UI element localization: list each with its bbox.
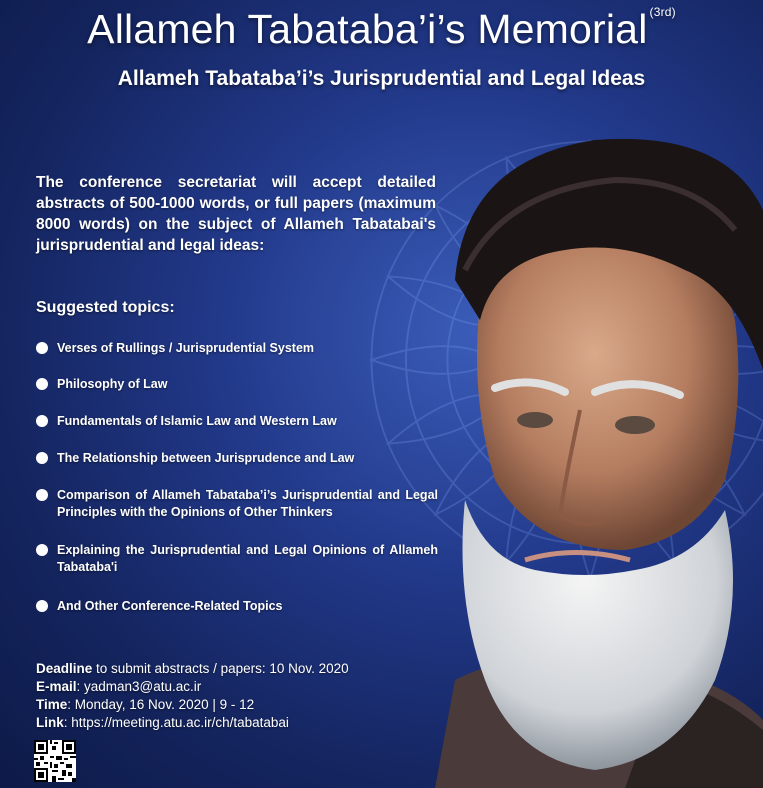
link-value[interactable]: : https://meeting.atu.ac.ir/ch/tabatabai (63, 715, 289, 730)
topic-item (36, 598, 438, 615)
topic-item (36, 340, 438, 357)
qr-code-icon[interactable] (34, 740, 76, 782)
topic-text: Comparison of Allameh Tabataba’i’s Jurisprudential and Legal Principles with the Opinions of Other Thinkers (57, 488, 438, 519)
bullet-icon (36, 489, 48, 501)
email-line (36, 678, 349, 696)
email-label: E-mail (36, 679, 77, 694)
topic-text: Explaining the Jurisprudential and Legal Opinions of Allameh Tabataba'i (57, 543, 438, 574)
topic-text: Fundamentals of Islamic Law and Western Law (57, 414, 337, 428)
topic-item (36, 376, 438, 393)
time-value: : Monday, 16 Nov. 2020 | 9 - 12 (67, 697, 255, 712)
topic-text: Philosophy of Law (57, 377, 168, 391)
topic-item (36, 413, 438, 430)
bullet-icon (36, 378, 48, 390)
topics-heading: Suggested topics: (36, 299, 175, 316)
link-line (36, 714, 349, 732)
scholar-portrait (395, 120, 763, 788)
topic-text: And Other Conference-Related Topics (57, 599, 283, 613)
link-label: Link (36, 715, 64, 730)
topic-item (36, 450, 438, 467)
event-info (36, 660, 349, 732)
deadline-value: to submit abstracts / papers: 10 Nov. 2020 (92, 661, 349, 676)
topic-text: Verses of Rullings / Jurisprudential System (57, 341, 315, 355)
title-text: Allameh Tabataba’i’s Memorial (87, 6, 648, 52)
topic-text: The Relationship between Jurisprudence and Law (57, 451, 355, 465)
bullet-icon (36, 415, 48, 427)
topic-item (36, 487, 438, 521)
deadline-label: Deadline (36, 661, 93, 676)
email-value: : yadman3@atu.ac.ir (76, 679, 202, 694)
bullet-icon (36, 342, 48, 354)
poster-title (0, 6, 763, 53)
bullet-icon (36, 544, 48, 556)
time-label: Time (36, 697, 68, 712)
deadline-line (36, 660, 349, 678)
time-line (36, 696, 349, 714)
bullet-icon (36, 452, 48, 464)
intro-paragraph: The conference secretariat will accept detailed abstracts of 500-1000 words, or full papers (maximum 8000 words) on the subject of Allameh Tabatabai's jurisprudential and legal ideas: (36, 174, 436, 254)
topic-item (36, 542, 438, 576)
edition-ordinal: (3rd) (649, 5, 676, 20)
bullet-icon (36, 600, 48, 612)
poster-subtitle: Allameh Tabataba’i’s Jurisprudential and Legal Ideas (117, 67, 646, 90)
